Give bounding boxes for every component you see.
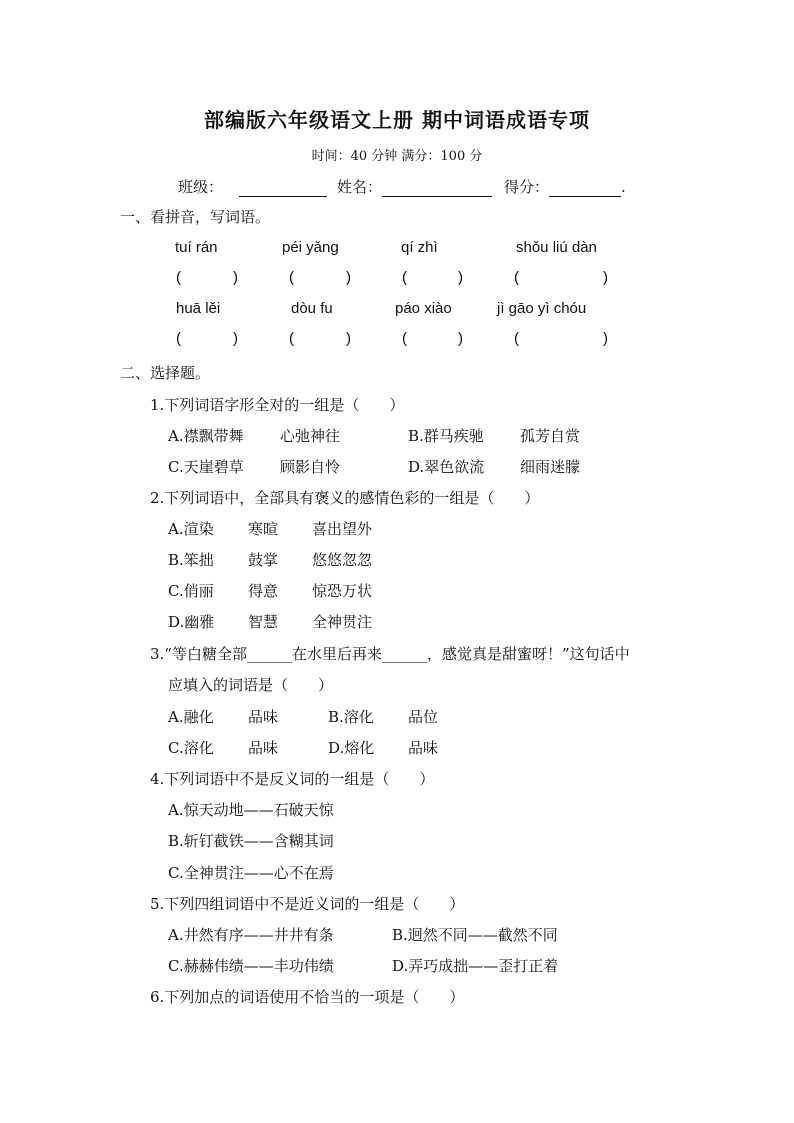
- q1-option-a-word: 心弛神往: [280, 427, 341, 445]
- answer-bracket-open: (: [289, 330, 294, 347]
- q3-option-d: D.熔化: [328, 739, 375, 757]
- q2-option-c-word: 得意: [248, 582, 279, 600]
- class-label: 班级：: [178, 178, 224, 196]
- q5-option-b: B.迥然不同——截然不同: [392, 926, 558, 944]
- q1-option-d: D.翠色欲流: [408, 458, 485, 476]
- section2-heading: 二、选择题。: [120, 364, 211, 382]
- pinyin-item: tuí rán: [175, 239, 218, 256]
- answer-bracket-close: ): [603, 269, 608, 286]
- q2-option-d: D.幽雅: [168, 613, 215, 631]
- q4-option-a: A.惊天动地——石破天惊: [168, 801, 334, 819]
- answer-bracket-open: (: [289, 269, 294, 286]
- pinyin-item: jì gāo yì chóu: [497, 300, 587, 317]
- answer-bracket-close: ): [233, 330, 238, 347]
- question-4-stem: 4.下列词语中不是反义词的一组是（ ）: [150, 770, 435, 788]
- q2-option-d-word: 智慧: [248, 613, 279, 631]
- answer-bracket-open: (: [176, 330, 181, 347]
- q5-option-d: D.弄巧成拙——歪打正着: [392, 957, 559, 975]
- question-3-stem-cont: 应填入的词语是（ ）: [168, 676, 334, 694]
- pinyin-item: dòu fu: [291, 300, 333, 317]
- q1-option-b: B.群马疾驰: [408, 427, 484, 445]
- q3-option-b-word: 品位: [408, 708, 439, 726]
- q1-option-c: C.天崖碧草: [168, 458, 244, 476]
- score-blank: [549, 180, 621, 197]
- question-2-stem: 2.下列词语中，全部具有褒义的感情色彩的一组是（ ）: [150, 489, 540, 507]
- q3-option-a-word: 品味: [248, 708, 279, 726]
- q1-option-a: A.襟飘带舞: [168, 427, 244, 445]
- q2-option-b-word: 鼓掌: [248, 551, 279, 569]
- question-6-stem: 6.下列加点的词语使用不恰当的一项是（ ）: [150, 988, 465, 1006]
- student-info-line: [178, 176, 626, 197]
- answer-bracket-close: ): [346, 330, 351, 347]
- q1-option-b-word: 孤芳自赏: [520, 427, 581, 445]
- pinyin-item: huā lěi: [176, 300, 221, 317]
- question-1-stem: 1.下列词语字形全对的一组是（ ）: [150, 396, 405, 414]
- answer-bracket-close: ): [346, 269, 351, 286]
- q2-option-a-word: 寒暄: [248, 520, 279, 538]
- answer-bracket-open: (: [402, 269, 407, 286]
- q3-option-c: C.溶化: [168, 739, 214, 757]
- name-blank: [382, 180, 492, 197]
- q3-option-c-word: 品味: [248, 739, 279, 757]
- q4-option-c: C.全神贯注——心不在焉: [168, 864, 334, 882]
- q2-option-c-word: 惊恐万状: [312, 582, 373, 600]
- q3-option-a: A.融化: [168, 708, 214, 726]
- end-mark: .: [621, 178, 626, 196]
- page-title: 部编版六年级语文上册 期中词语成语专项: [204, 108, 590, 132]
- q5-option-c: C.赫赫伟绩——丰功伟绩: [168, 957, 334, 975]
- q2-option-b-word: 悠悠忽忽: [312, 551, 373, 569]
- q2-option-c: C.俏丽: [168, 582, 214, 600]
- q2-option-a: A.渲染: [168, 520, 214, 538]
- q3-option-b: B.溶化: [328, 708, 374, 726]
- section1-heading: 一、看拼音，写词语。: [120, 208, 271, 226]
- name-label: 姓名：: [337, 178, 383, 196]
- pinyin-item: qí zhì: [401, 239, 438, 256]
- pinyin-item: shǒu liú dàn: [516, 239, 597, 256]
- q3-option-d-word: 品味: [408, 739, 439, 757]
- q5-option-a: A.井然有序——井井有条: [168, 926, 334, 944]
- answer-bracket-close: ): [603, 330, 608, 347]
- score-label: 得分：: [504, 178, 550, 196]
- answer-bracket-open: (: [176, 269, 181, 286]
- pinyin-item: péi yǎng: [282, 239, 339, 256]
- q1-option-d-word: 细雨迷朦: [520, 458, 581, 476]
- answer-bracket-close: ): [458, 330, 463, 347]
- answer-bracket-open: (: [402, 330, 407, 347]
- answer-bracket-open: (: [514, 330, 519, 347]
- question-5-stem: 5.下列四组词语中不是近义词的一组是（ ）: [150, 895, 465, 913]
- answer-bracket-close: ): [458, 269, 463, 286]
- q2-option-d-word: 全神贯注: [312, 613, 373, 631]
- question-3-stem: 3.“等白糖全部______在水里后再来______，感觉真是甜蜜呀！”这句话中: [150, 645, 630, 663]
- answer-bracket-close: ): [233, 269, 238, 286]
- q2-option-a-word: 喜出望外: [312, 520, 373, 538]
- q4-option-b: B.斩钉截铁——含糊其词: [168, 832, 334, 850]
- class-blank: [239, 180, 327, 197]
- q1-option-c-word: 顾影自怜: [280, 458, 341, 476]
- exam-time-score: 时间：40 分钟 满分：100 分: [311, 149, 483, 164]
- q2-option-b: B.笨拙: [168, 551, 214, 569]
- answer-bracket-open: (: [514, 269, 519, 286]
- pinyin-item: páo xiào: [395, 300, 452, 317]
